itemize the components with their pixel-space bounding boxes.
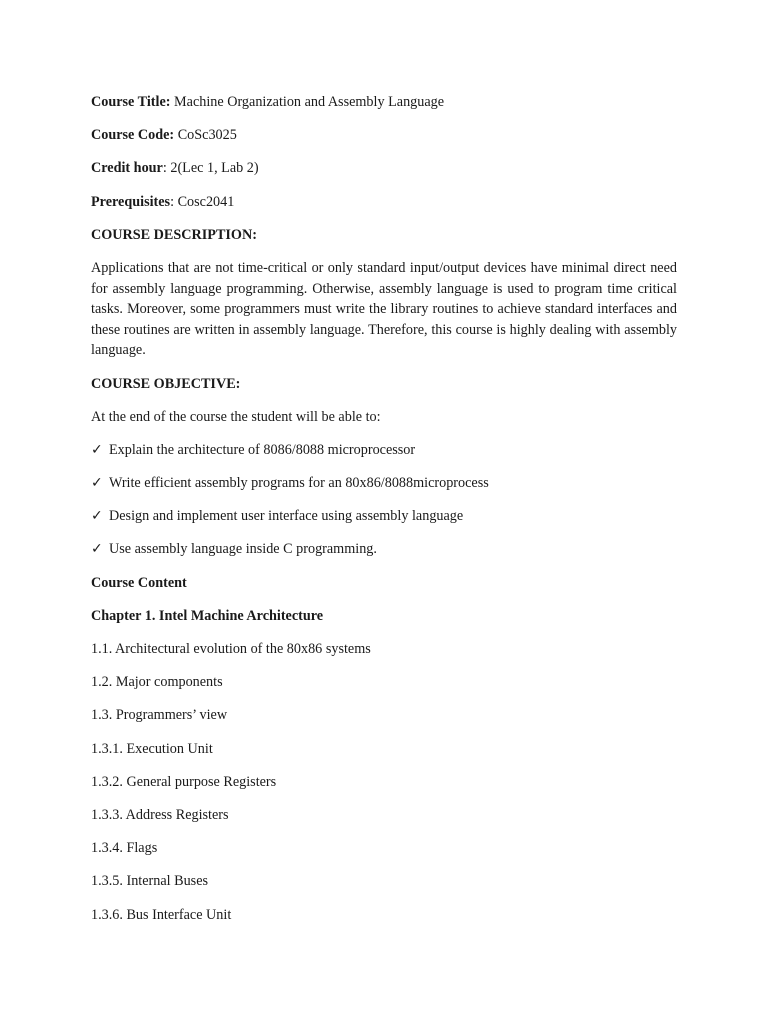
prerequisites-value: : Cosc2041 [170,193,235,210]
objective-item-text: Write efficient assembly programs for an 80x86/8088microprocess [109,475,489,492]
course-code-label: Course Code: [91,127,175,144]
check-mark-icon: ✓ [91,508,103,525]
description-heading: COURSE DESCRIPTION: [91,226,257,243]
outline-item: 1.3. Programmers’ view [91,707,228,724]
check-mark-icon: ✓ [91,541,103,558]
chapter-title: Chapter 1. Intel Machine Architecture [91,607,324,624]
credit-hour-value: : 2(Lec 1, Lab 2) [162,160,259,177]
outline-item: 1.3.3. Address Registers [91,806,229,823]
outline-item: 1.3.4. Flags [91,840,158,857]
course-code-value: CoSc3025 [174,127,237,144]
outline-item: 1.3.6. Bus Interface Unit [91,906,232,923]
objective-list [91,440,677,560]
check-mark-icon: ✓ [91,441,103,458]
prerequisites-line [91,192,677,213]
prerequisites-label: Prerequisites [91,193,171,210]
credit-hour-line [91,158,677,179]
outline-item: 1.1. Architectural evolution of the 80x86 systems [91,641,371,657]
outline-item: 1.3.2. General purpose Registers [91,773,277,790]
objective-item-text: Use assembly language inside C programming. [109,541,377,558]
objective-item [91,473,677,494]
objective-intro: At the end of the course the student will be able to: [91,408,381,425]
course-title-label: Course Title: [91,94,171,110]
course-content-heading: Course Content [91,574,187,591]
chapter-outline [91,639,677,925]
objective-item-text: Design and implement user interface using assembly language [109,508,464,525]
objective-item [91,440,677,461]
outline-item: 1.2. Major components [91,674,223,691]
objective-heading: COURSE OBJECTIVE: [91,375,241,392]
objective-item [91,539,677,560]
outline-item: 1.3.5. Internal Buses [91,873,209,890]
document-body [91,92,677,938]
check-mark-icon: ✓ [91,475,103,492]
outline-item: 1.3.1. Execution Unit [91,740,213,757]
credit-hour-label: Credit hour [91,160,163,177]
description-paragraph: Applications that are not time-critical or only standard input/output devices have minimal direct need for assembly language programming. Otherwise, assembly language is used to program time critical tasks. Moreover, some programmers must write the library routines to achieve standard interfaces and these routines are written in assembly language. Therefore, this course is highly dealing with assembly language. [91,259,677,359]
objective-item [91,506,677,527]
course-title-value: Machine Organization and Assembly Language [170,94,445,110]
course-title-line [91,92,677,113]
objective-item-text: Explain the architecture of 8086/8088 microprocessor [109,441,416,458]
course-code-line [91,125,677,146]
